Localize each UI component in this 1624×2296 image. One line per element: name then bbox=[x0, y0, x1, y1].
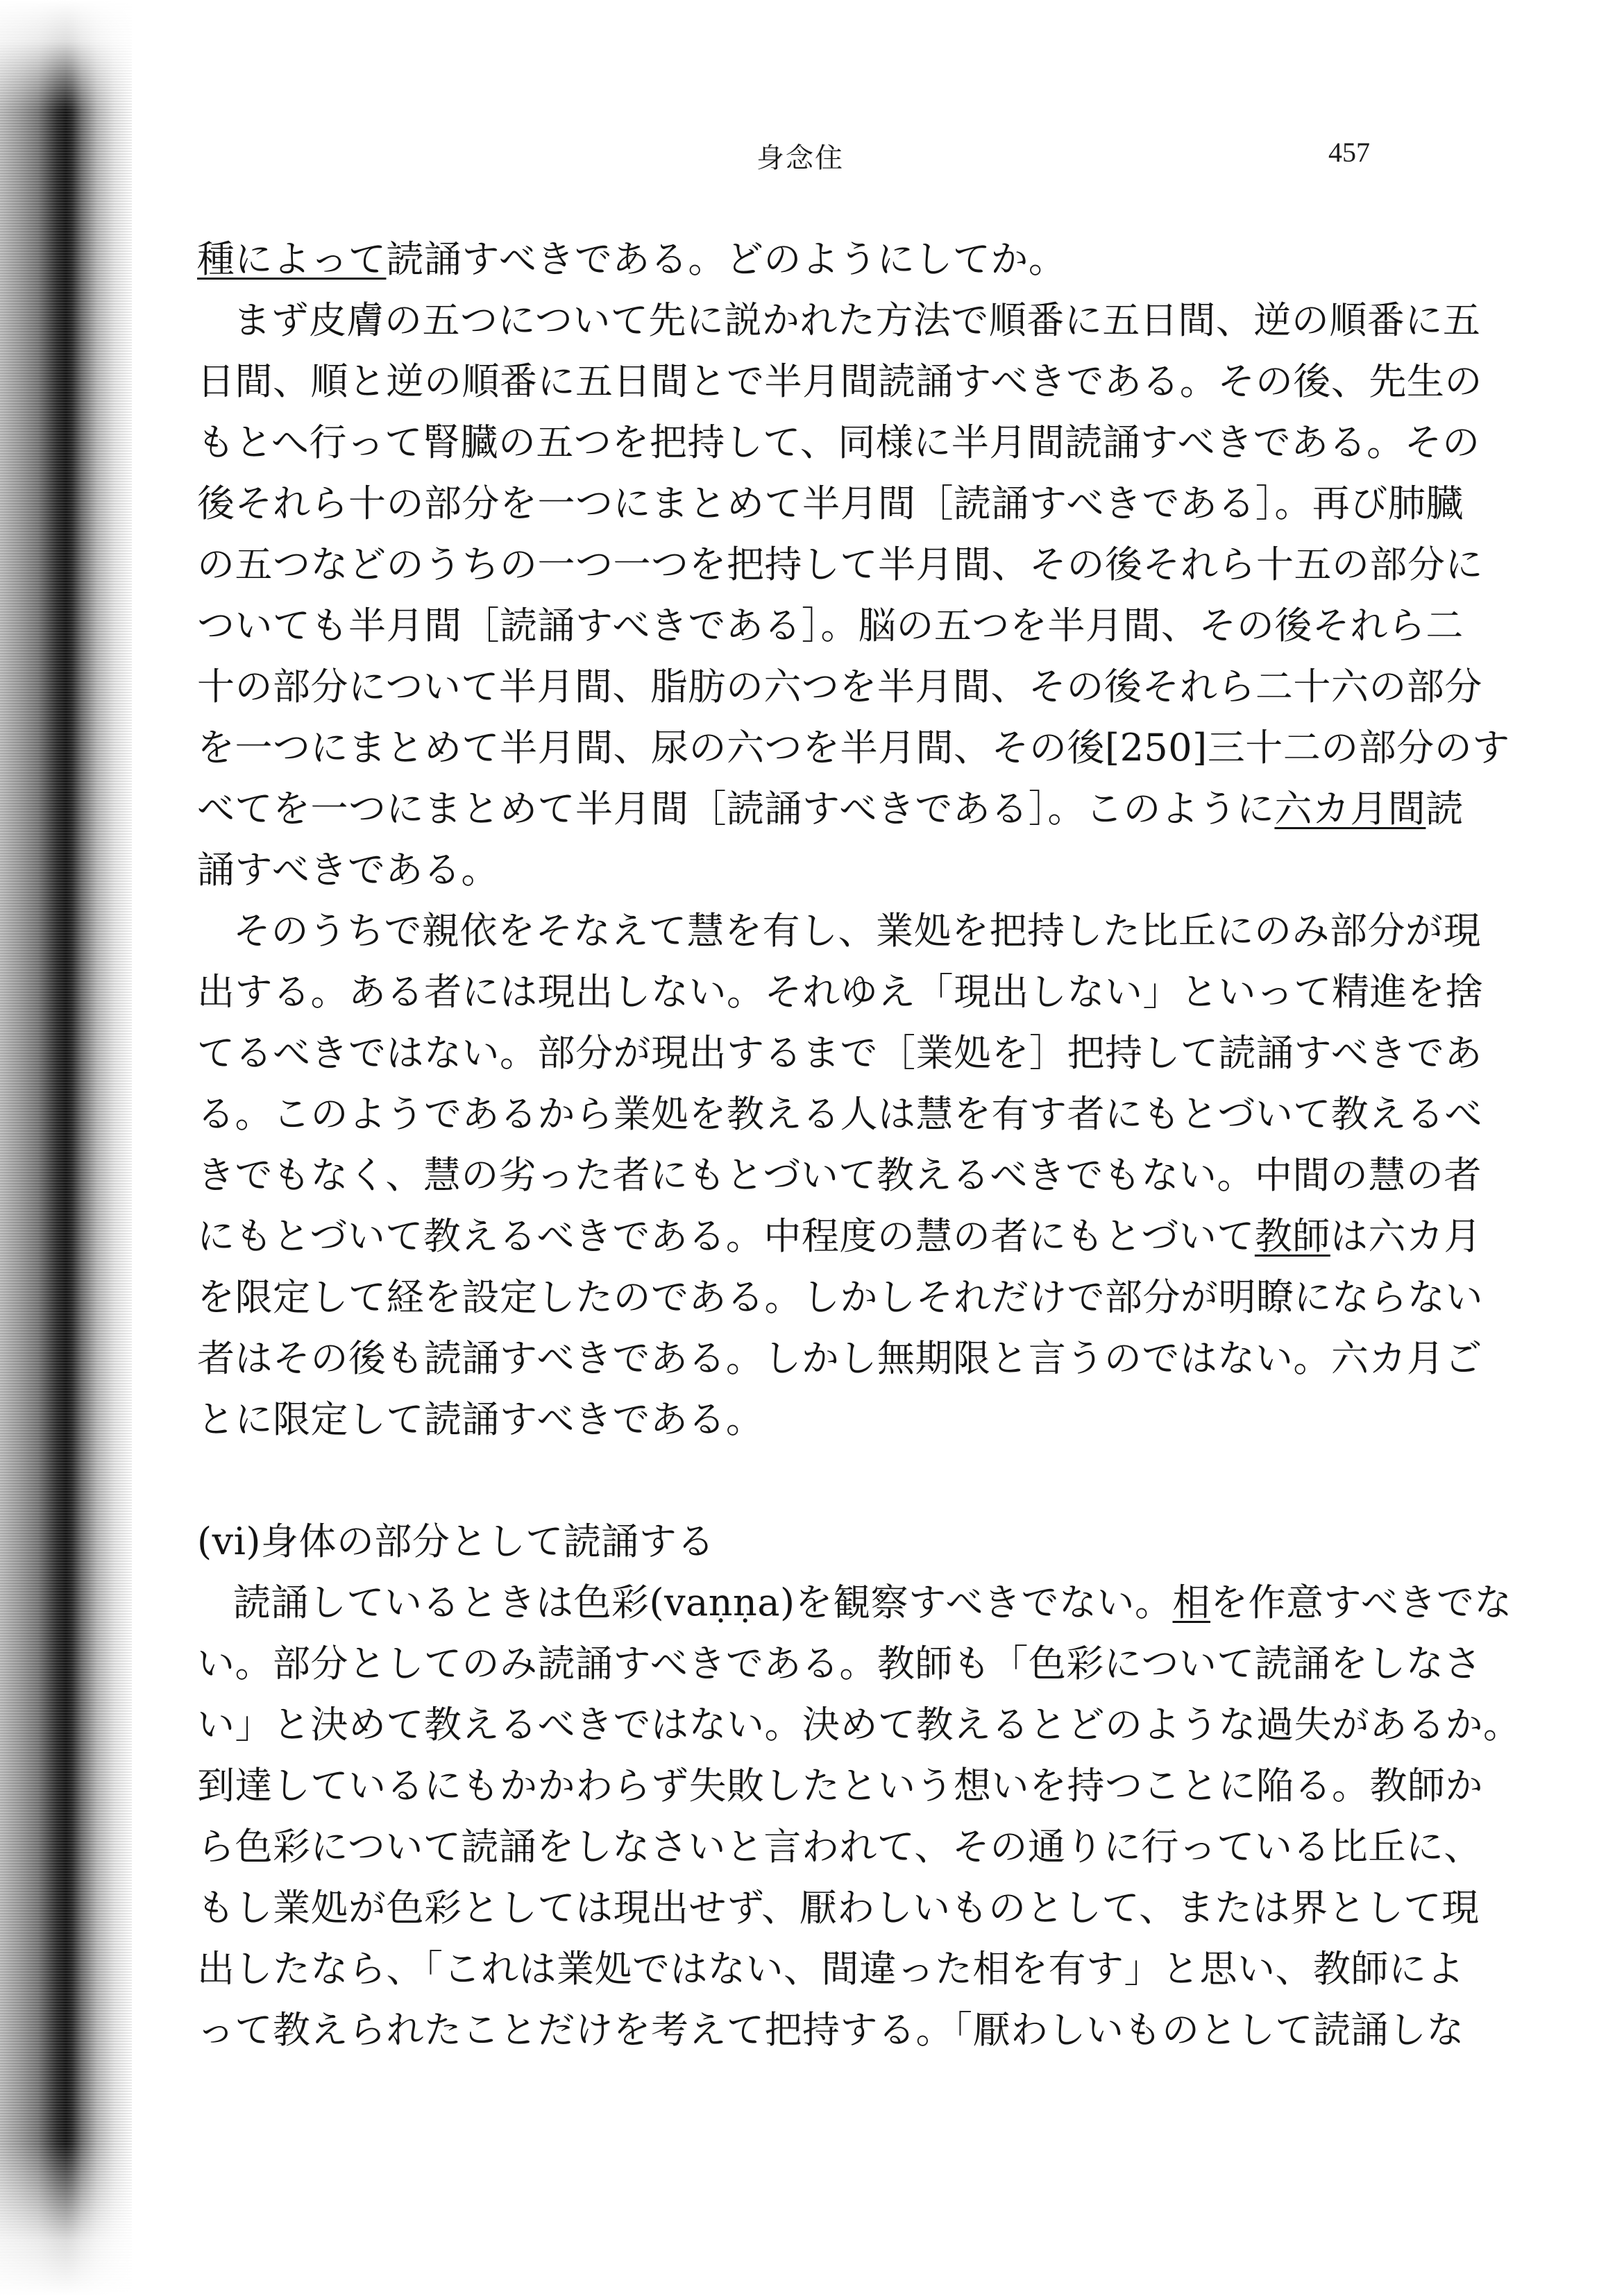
text-line bbox=[197, 229, 1405, 290]
text-line: る。このようであるから業処を教える人は慧を有す者にもとづいて教えるべ bbox=[197, 1092, 1482, 1136]
underlined-term: 教師 bbox=[1254, 1214, 1330, 1258]
text-line: ついても半月間［読誦すべきである］。脳の五つを半月間、その後それら二 bbox=[197, 604, 1464, 647]
text-line: 到達しているにもかかわらず失敗したという想いを持つことに陥る。教師か bbox=[197, 1764, 1483, 1808]
underlined-term: 相 bbox=[1172, 1581, 1211, 1624]
text-run: 読 bbox=[1426, 787, 1464, 831]
binding-shadow-fade-bottom bbox=[0, 2143, 132, 2296]
body-text bbox=[197, 229, 1521, 2061]
text-line: 後それら十の部分を一つにまとめて半月間［読誦すべきである］。再び肺臓 bbox=[197, 482, 1464, 525]
running-header-title: 身念住 bbox=[756, 142, 844, 174]
text-line: の五つなどのうちの一つ一つを把持して半月間、その後それら十五の部分に bbox=[197, 543, 1483, 586]
text-line: とに限定して読誦すべきである。 bbox=[197, 1397, 764, 1441]
text-run: を作意すべきでな bbox=[1210, 1581, 1512, 1624]
page-number: 457 bbox=[1328, 137, 1370, 168]
text-line: 十の部分について半月間、脂肪の六つを半月間、その後それら二十六の部分 bbox=[197, 665, 1482, 708]
underlined-term: 種によって bbox=[197, 237, 387, 281]
text-line: ら色彩について読誦をしなさいと言われて、その通りに行っている比丘に、 bbox=[197, 1825, 1482, 1869]
text-line: てるべきではない。部分が現出するまで［業処を］把持して読誦すべきであ bbox=[197, 1031, 1482, 1075]
text-line bbox=[197, 779, 1464, 840]
binding-shadow-fade-top bbox=[0, 0, 132, 111]
text-run: は六カ月 bbox=[1330, 1214, 1482, 1258]
paragraph-start bbox=[197, 1572, 1512, 1633]
text-line: もし業処が色彩としては現出せず、厭わしいものとして、または界として現 bbox=[197, 1886, 1480, 1930]
text-line: を一つにまとめて半月間、尿の六つを半月間、その後[250]三十二の部分のす bbox=[197, 726, 1510, 769]
paragraph-start: まず皮膚の五つについて先に説かれた方法で順番に五日間、逆の順番に五 bbox=[233, 298, 1481, 342]
text-line: って教えられたことだけを考えて把持する。「厭わしいものとして読誦しな bbox=[197, 2008, 1464, 2052]
underlined-term: 六カ月間 bbox=[1274, 787, 1426, 831]
paragraph-start: そのうちで親依をそなえて慧を有し、業処を把持した比丘にのみ部分が現 bbox=[233, 909, 1481, 953]
text-line: い。部分としてのみ読誦すべきである。教師も「色彩について読誦をしなさ bbox=[197, 1642, 1482, 1685]
text-run: 読誦すべきである。どのようにしてか。 bbox=[386, 237, 1067, 281]
text-line: い」と決めて教えるべきではない。決めて教えるとどのような過失があるか。 bbox=[197, 1703, 1521, 1746]
section-spacer bbox=[197, 1450, 1405, 1511]
text-run: べてを一つにまとめて半月間［読誦すべきである］。このように bbox=[197, 787, 1275, 831]
section-heading: (vi)身体の部分として読誦する bbox=[197, 1520, 715, 1563]
text-run: にもとづいて教えるべきである。中程度の慧の者にもとづいて bbox=[197, 1214, 1255, 1258]
text-line: 者はその後も読誦すべきである。しかし無期限と言うのではない。六カ月ご bbox=[197, 1336, 1482, 1380]
text-line: 出する。ある者には現出しない。それゆえ「現出しない」といって精進を捨 bbox=[197, 970, 1483, 1014]
text-line bbox=[197, 1206, 1482, 1267]
text-line: を限定して経を設定したのである。しかしそれだけで部分が明瞭にならない bbox=[197, 1275, 1483, 1319]
text-line: 日間、順と逆の順番に五日間とで半月間読誦すべきである。その後、先生の bbox=[197, 359, 1482, 403]
binding-shadow bbox=[0, 0, 132, 2296]
text-line: きでもなく、慧の劣った者にもとづいて教えるべきでもない。中間の慧の者 bbox=[197, 1153, 1482, 1197]
text-line: 誦すべきである。 bbox=[197, 848, 499, 892]
text-line: もとへ行って腎臓の五つを把持して、同様に半月間読誦すべきである。その bbox=[197, 420, 1480, 464]
text-line: 出したなら、「これは業処ではない、間違った相を有す」と思い、教師によ bbox=[197, 1947, 1464, 1991]
text-run: 読誦しているときは色彩(vaṇṇa)を観察すべきでない。 bbox=[233, 1581, 1173, 1624]
